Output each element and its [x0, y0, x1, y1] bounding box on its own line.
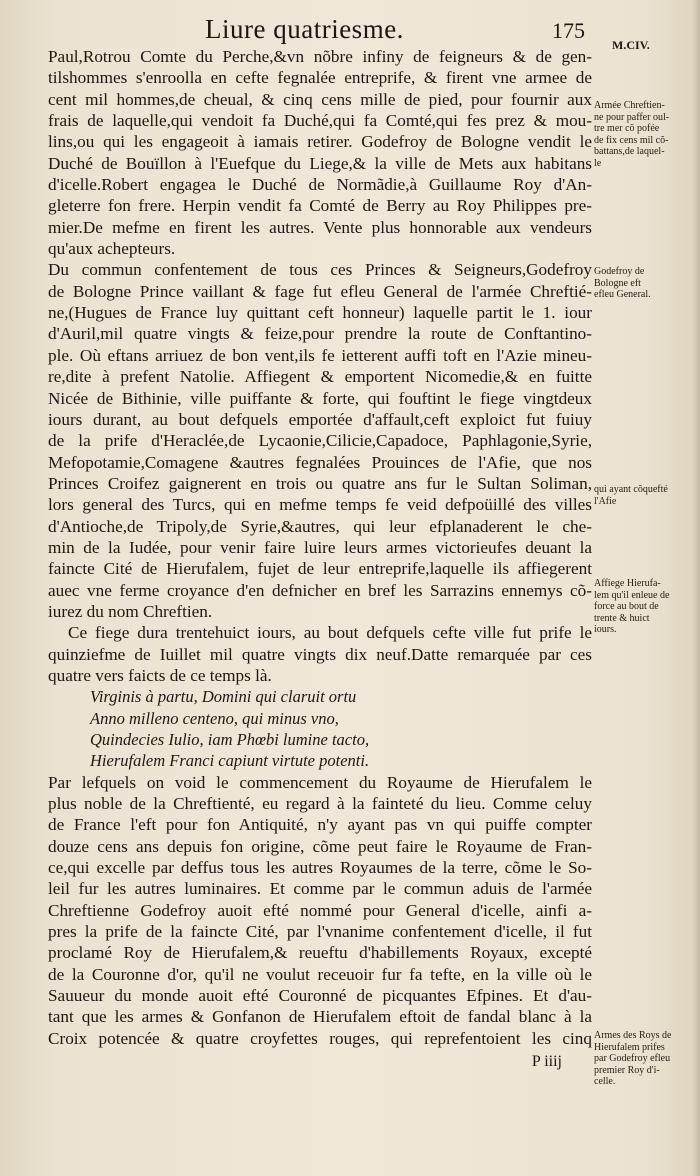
text-line: quatre vers faicts de ce temps là.: [48, 665, 272, 685]
margin-note-line: Armée Chreftien-: [594, 100, 665, 111]
text-line: frais de laquelle,qui vendoit fa Duché,qui fa Comté,qui fes prez & mou-: [48, 111, 592, 131]
page-edge-shadow: [692, 0, 700, 1176]
text-line: Mefopotamie,Comagene &autres fegnalées Prouinces de l'Afie, que nos: [48, 452, 592, 472]
margin-note-line: de fix cens mil cõ-: [594, 134, 669, 146]
margin-note-afiege: [594, 578, 694, 636]
text-line: Chreftienne Godefroy auoit efté nommé pour General d'icelle, ainfi a-: [48, 900, 592, 920]
text-line: ce,qui excelle par deffus tous les autres Royaumes de la terre, cõme le So-: [48, 858, 592, 878]
signature-mark: P iiij: [531, 1053, 562, 1071]
text-line: Nicée de Bithinie, ville puiffante & forte, qui fouftint le fiege vingtdeux: [48, 388, 592, 408]
text-line: mier.De mefme en firent les autres. Vente plus honnorable aux vendeurs: [48, 217, 592, 237]
margin-note-line: trente & huict: [594, 612, 650, 624]
text-line: Du commun confentement de tous ces Princes & Seigneurs,Godefroy: [48, 260, 592, 280]
margin-note-line: celle.: [594, 1076, 616, 1087]
margin-note-line: tre mer cõ pofée: [594, 123, 660, 134]
text-line: leil fur les autres luminaires. Et comme par le commun aduis de l'armée: [48, 879, 592, 899]
year-note: M.CIV.: [612, 38, 650, 52]
latin-verse: Anno milleno centeno, qui minus vno,: [90, 708, 339, 728]
folio-number: 175: [552, 18, 585, 43]
main-text: [48, 46, 592, 1075]
text-line: quinziefme de Iuillet mil quatre vingts dix neuf.Datte remarquée par ces: [48, 644, 592, 664]
text-line: gleterre fon frere. Herpin vendit fa Comté de Berry au Roy Philippes pre-: [48, 196, 592, 216]
margin-note-line: ne pour paffer oul-: [594, 111, 670, 123]
text-line: Sauueur du monde auoit efté Couronné de picquantes Efpines. Et d'au-: [48, 986, 592, 1006]
margin-note-godefroy: [594, 266, 694, 301]
text-line: cent mil hommes,de cheual, & cinq cens mille de pied, pour fournir aux: [48, 89, 592, 109]
text-line: d'icelle.Robert engagea le Duché de Normãdie,à Guillaume Roy d'An-: [48, 175, 592, 195]
text-line: Par lefquels on void le commencement du Royaume de Hierufalem le: [48, 772, 592, 792]
text-line: pres la prife de la faincte Cité, par l'vnanime confentement d'icelle, il fut: [48, 922, 592, 942]
margin-note-line: par Godefroy efleu: [594, 1053, 671, 1064]
text-line: lins,ou qui les engageoit à iamais retirer. Godefroy de Bologne vendit le: [48, 132, 592, 152]
text-line: proclamé Roy de Hierufalem,& reueftu d'habillements Royaux, excepté: [48, 943, 592, 963]
margin-note-line: Hierufalem prifes: [594, 1041, 665, 1053]
margin-note-quiayant: [594, 484, 694, 507]
margin-note-line: premier Roy d'i-: [594, 1064, 660, 1076]
text-line: tant que les armes & Gonfanon de Hierufalem eftoit de fandal blanc à la: [48, 1007, 592, 1027]
text-line: plus noble de la Chreftienté, eu regard à la fainteté du lieu. Comme celuy: [48, 794, 592, 814]
text-line: iurez du nom Chreftien.: [48, 601, 213, 621]
text-line: iours durant, au bout defquels emportée d'affault,ceft exploict fut fuiuy: [48, 409, 592, 429]
text-line: de Bologne Prince vaillant & fage fut efleu General de l'armée Chreftié-: [48, 281, 592, 301]
text-line: Princes Croifez gaignerent en trois ou quatre ans fur le Sultan Soliman,: [48, 473, 592, 493]
text-line: de France l'eft pour fon Antiquité, n'y ayant pas vn qui puiffe compter: [48, 815, 592, 835]
text-line: de la prife d'Heraclée,de Lycaonie,Cilicie,Capadoce, Paphlagonie,Syrie,: [48, 431, 592, 451]
page-header: [0, 12, 700, 52]
text-line: ne,(Hugues de France luy quittant ceft honneur) laquelle partit le 1. iour: [48, 303, 592, 323]
text-line: Paul,Rotrou Comte du Perche,&vn nõbre infiny de feigneurs & de gen-: [48, 47, 592, 66]
text-line: d'Antioche,de Tripoly,de Syrie,&autres, qui leur efplanaderent le che-: [48, 516, 592, 536]
margin-note-line: Affiege Hierufa-: [594, 578, 661, 589]
text-line: faincte Cité de Hierufalem, fujet de leur entreprife,laquelle ils affiegerent: [48, 559, 592, 579]
margin-note-line: Bologne eft: [594, 277, 641, 289]
text-line: qu'aux achepteurs.: [48, 239, 176, 259]
margin-note-armes: [594, 1030, 694, 1088]
margin-note-line: l'Afie: [594, 495, 617, 507]
text-line: ple. Où eftans arriuez de bon vent,ils fe ietterent auffi toft en l'Azie mineu-: [48, 345, 592, 365]
margin-note-line: Godefroy de: [594, 266, 645, 277]
text-line: min de la Iudée, pour venir faire luire leurs armes victorieufes deuant la: [48, 537, 592, 557]
text-line: Duché de Bouïllon à l'Euefque du Liege,& la ville de Mets aux habitans: [48, 153, 592, 173]
margin-note-line: qui ayant cõquefté: [594, 484, 668, 495]
text-line: douze cens ans depuis fon origine, cõme peut faire le Royaume de Fran-: [48, 836, 592, 856]
margin-note-armee: [594, 100, 694, 169]
text-line: lors general des Turcs, qui en mefme temps fe veid defpoüillé des villes: [48, 495, 592, 515]
text-line: Croix potencée & quatre croyfettes rouges, qui reprefentoient les cinq: [48, 1028, 592, 1048]
text-line: Ce fiege dura trentehuict iours, au bout defquels cefte ville fut prife le: [68, 623, 592, 643]
text-line: re,dite à prefent Natolie. Affiegent & emportent Nicomedie,& en fuitte: [48, 367, 592, 387]
margin-note-line: efleu General.: [594, 289, 651, 300]
margin-note-line: iours.: [594, 624, 617, 635]
margin-note-line: force au bout de: [594, 601, 659, 612]
running-title: Liure quatriesme.: [205, 14, 404, 44]
latin-verse: Hierufalem Franci capiunt virtute potenti.: [90, 751, 370, 771]
margin-note-line: battans,de laquel-: [594, 146, 665, 157]
margin-note-line: le: [594, 157, 602, 169]
latin-verse: Quindecies Iulio, iam Phœbi lumine tacto,: [90, 730, 370, 749]
text-line: d'Auril,mil quatre vingts & feize,pour prendre la route de Conftantino-: [48, 324, 592, 344]
text-line: auec vne ferme croyance d'en defnicher en bref les Sarrazins ennemys cõ-: [48, 580, 592, 600]
text-line: de la Couronne d'or, qu'il ne voulut receuoir fur fa tefte, en la ville où le: [48, 964, 592, 984]
margin-note-line: Armes des Roys de: [594, 1030, 672, 1041]
latin-verse: Virginis à partu, Domini qui claruit ortu: [90, 687, 357, 707]
margin-note-line: lem qu'il enleue de: [594, 589, 670, 601]
text-line: tilshommes s'enroolla en cefte fegnalée entreprife, & firent vne armee de: [48, 68, 592, 88]
